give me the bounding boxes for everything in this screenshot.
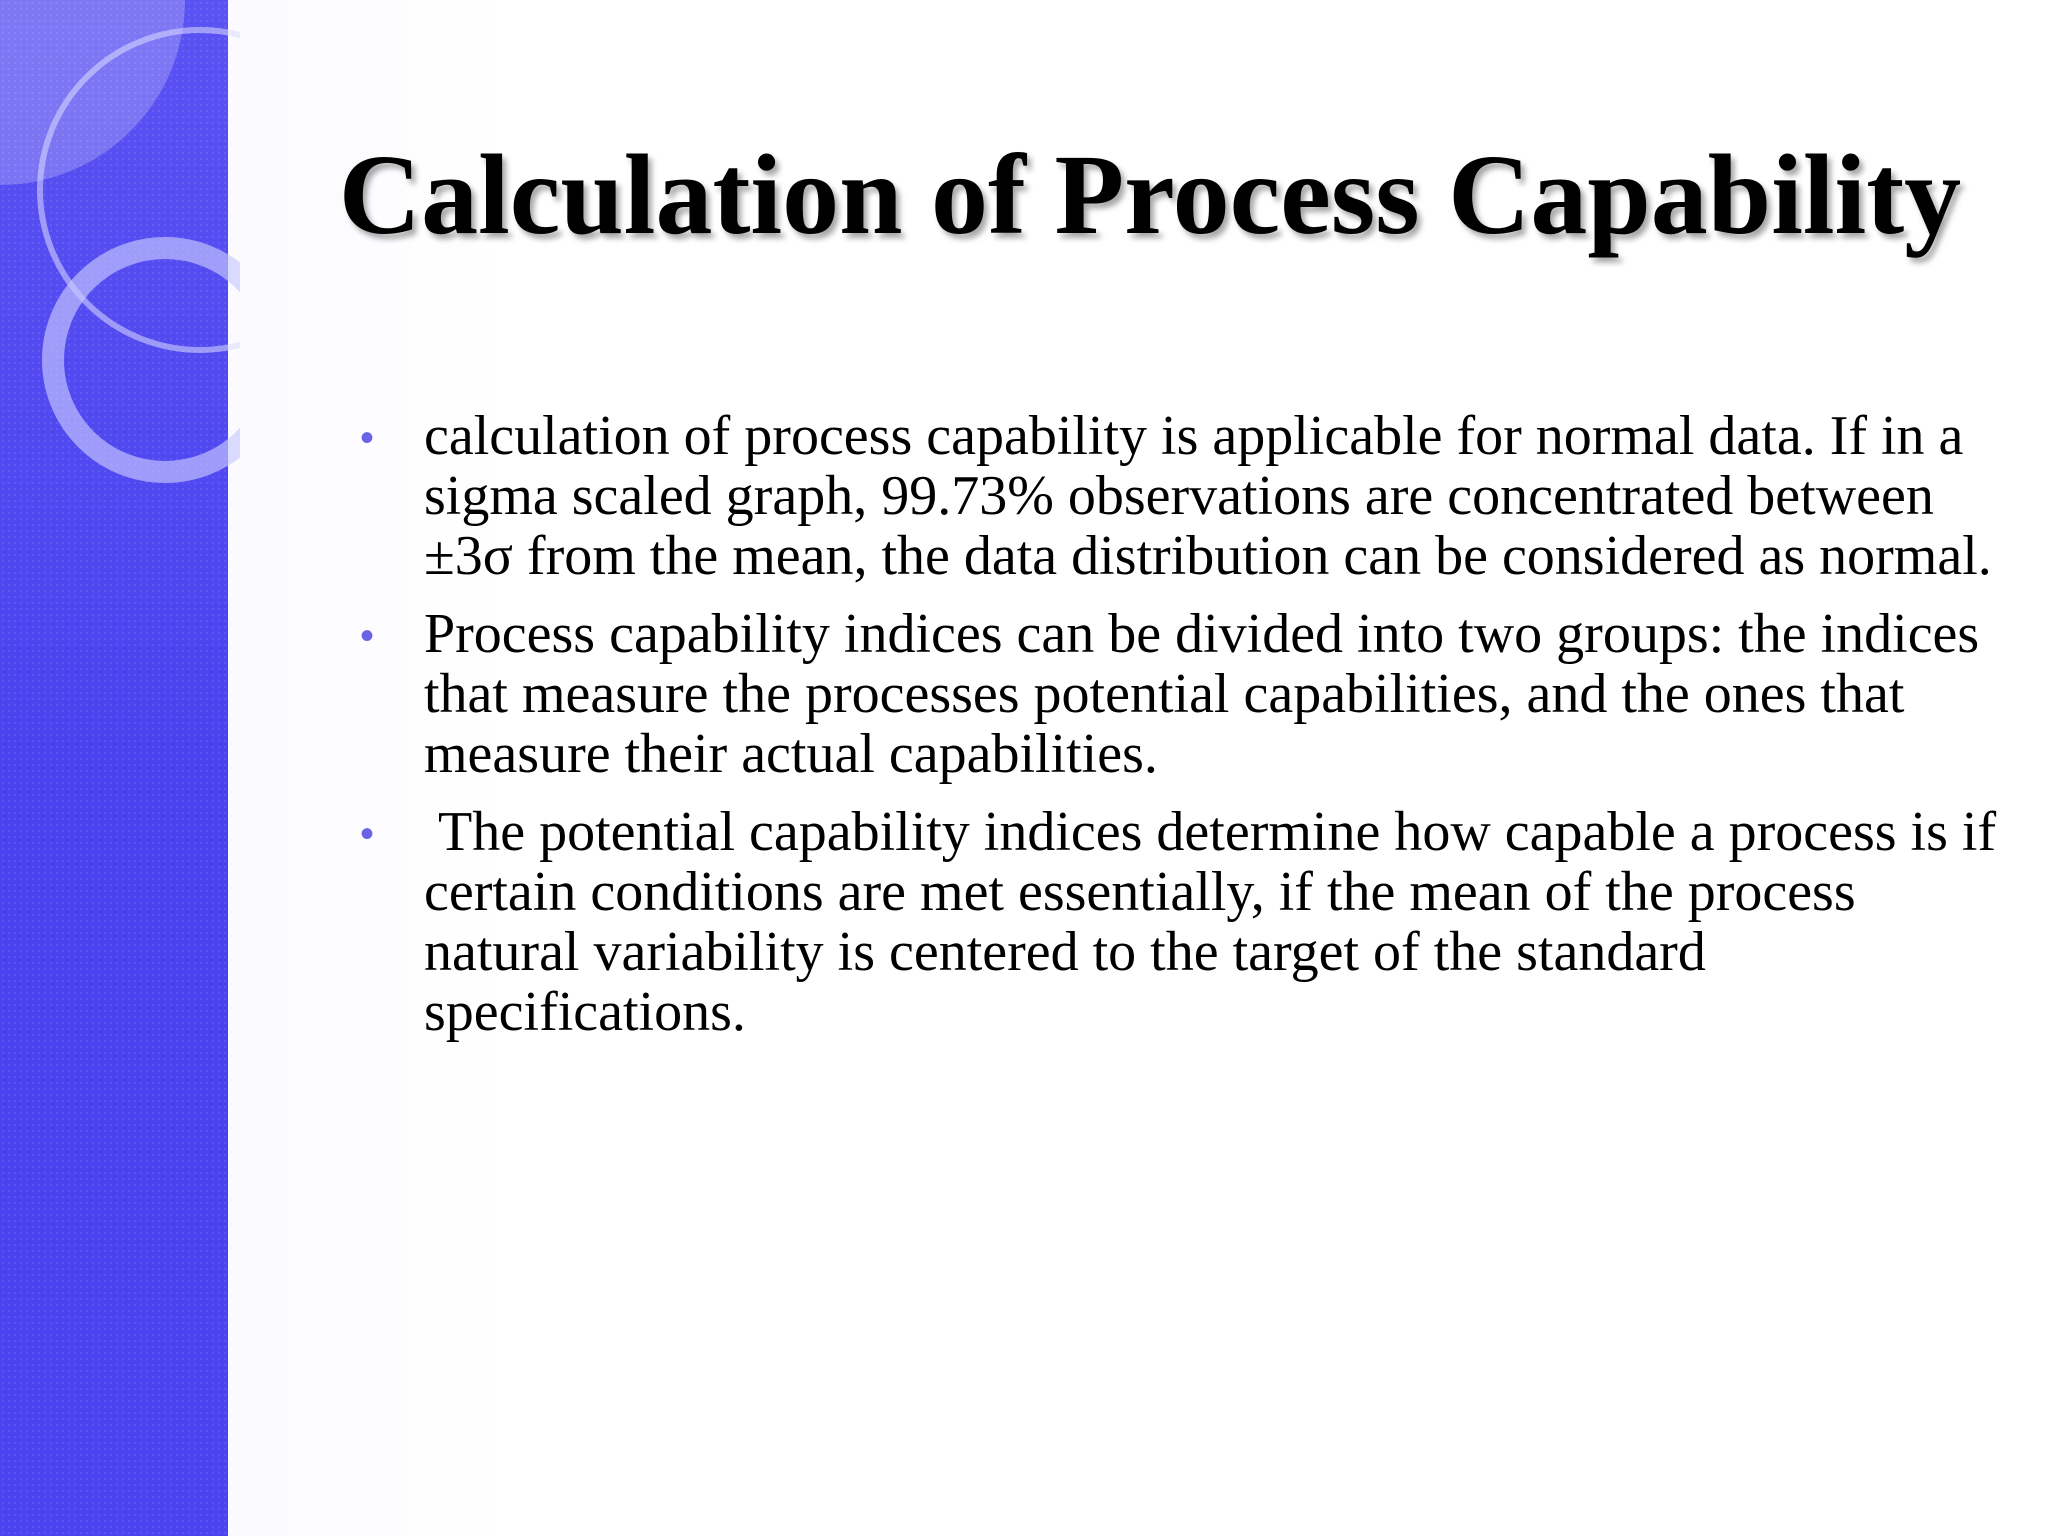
decorative-circles: [0, 0, 240, 520]
bullet-text: The potential capability indices determine how capable a process is if certain conditions are met essentially, if the mean of the process natural variability is centered to the target of the standard specifications.: [424, 801, 2011, 1043]
bullet-icon: •: [360, 812, 375, 856]
bullet-item: [360, 801, 2011, 1043]
bullet-list: [360, 405, 2011, 1060]
corner-quarter-shape: [0, 0, 185, 185]
bullet-item: [360, 604, 2000, 784]
slide-title: Calculation of Process Capability: [338, 131, 1962, 258]
bullet-text: Process capability indices can be divided into two groups: the indices that measure the processes potential capabilities, and the ones that measure their actual capabilities.: [424, 603, 1994, 785]
bullet-icon: •: [360, 614, 375, 658]
small-ring: [53, 248, 240, 472]
bullet-item: [360, 406, 2000, 586]
bullet-icon: •: [360, 416, 375, 460]
bullet-text: calculation of process capability is applicable for normal data. If in a sigma scaled graph, 99.73% observations are concentrated between ±3σ from the mean, the data distribution can be considered as normal.: [424, 405, 1992, 587]
